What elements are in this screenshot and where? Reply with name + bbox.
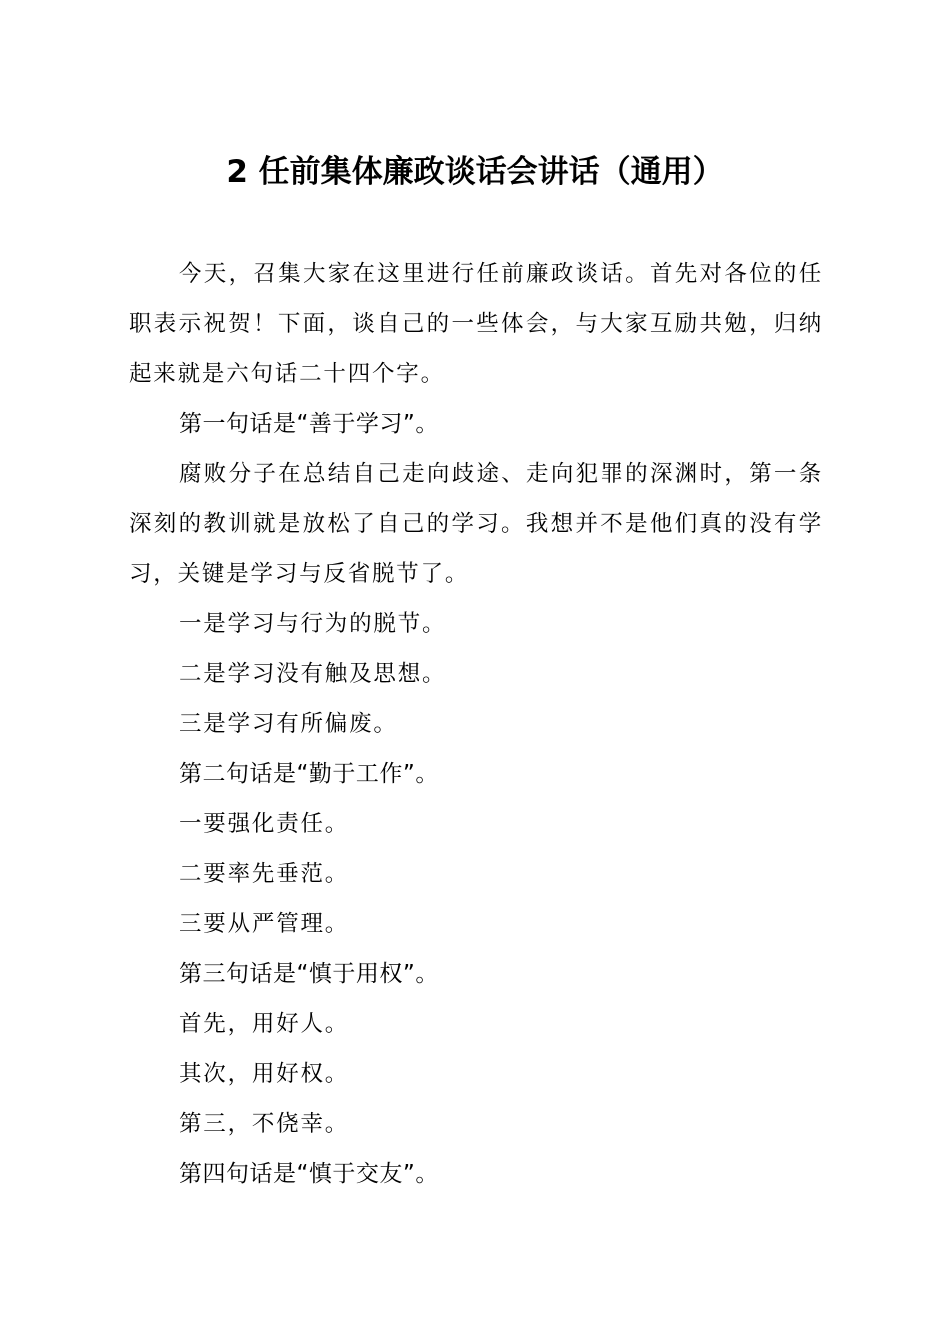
section-heading-2: 第二句话是“勤于工作”。 [179, 761, 439, 787]
list-item: 二是学习没有触及思想。 [179, 661, 447, 687]
list-item: 首先，用好人。 [179, 1011, 350, 1037]
list-item: 第三，不侥幸。 [179, 1111, 350, 1137]
body-paragraph: 腐败分子在总结自己走向歧途、走向犯罪的深渊时，第一条深刻的教训就是放松了自己的学习。我想并不是他们真的没有学习，关键是学习与反省脱节了。 [129, 461, 823, 587]
list-item: 一要强化责任。 [179, 811, 350, 837]
list-item: 其次，用好权。 [179, 1061, 350, 1087]
document-title: 2 任前集体廉政谈话会讲话（通用） [226, 154, 724, 190]
list-item: 二要率先垂范。 [179, 861, 350, 887]
section-heading-4: 第四句话是“慎于交友”。 [179, 1161, 439, 1187]
list-item: 一是学习与行为的脱节。 [179, 611, 447, 637]
document-body [129, 249, 823, 1199]
list-item: 三是学习有所偏废。 [179, 711, 398, 737]
intro-paragraph: 今天，召集大家在这里进行任前廉政谈话。首先对各位的任职表示祝贺！下面，谈自己的一些体会，与大家互励共勉，归纳起来就是六句话二十四个字。 [129, 261, 823, 387]
section-heading-1: 第一句话是“善于学习”。 [179, 411, 439, 437]
list-item: 三要从严管理。 [179, 911, 350, 937]
section-heading-3: 第三句话是“慎于用权”。 [179, 961, 439, 987]
